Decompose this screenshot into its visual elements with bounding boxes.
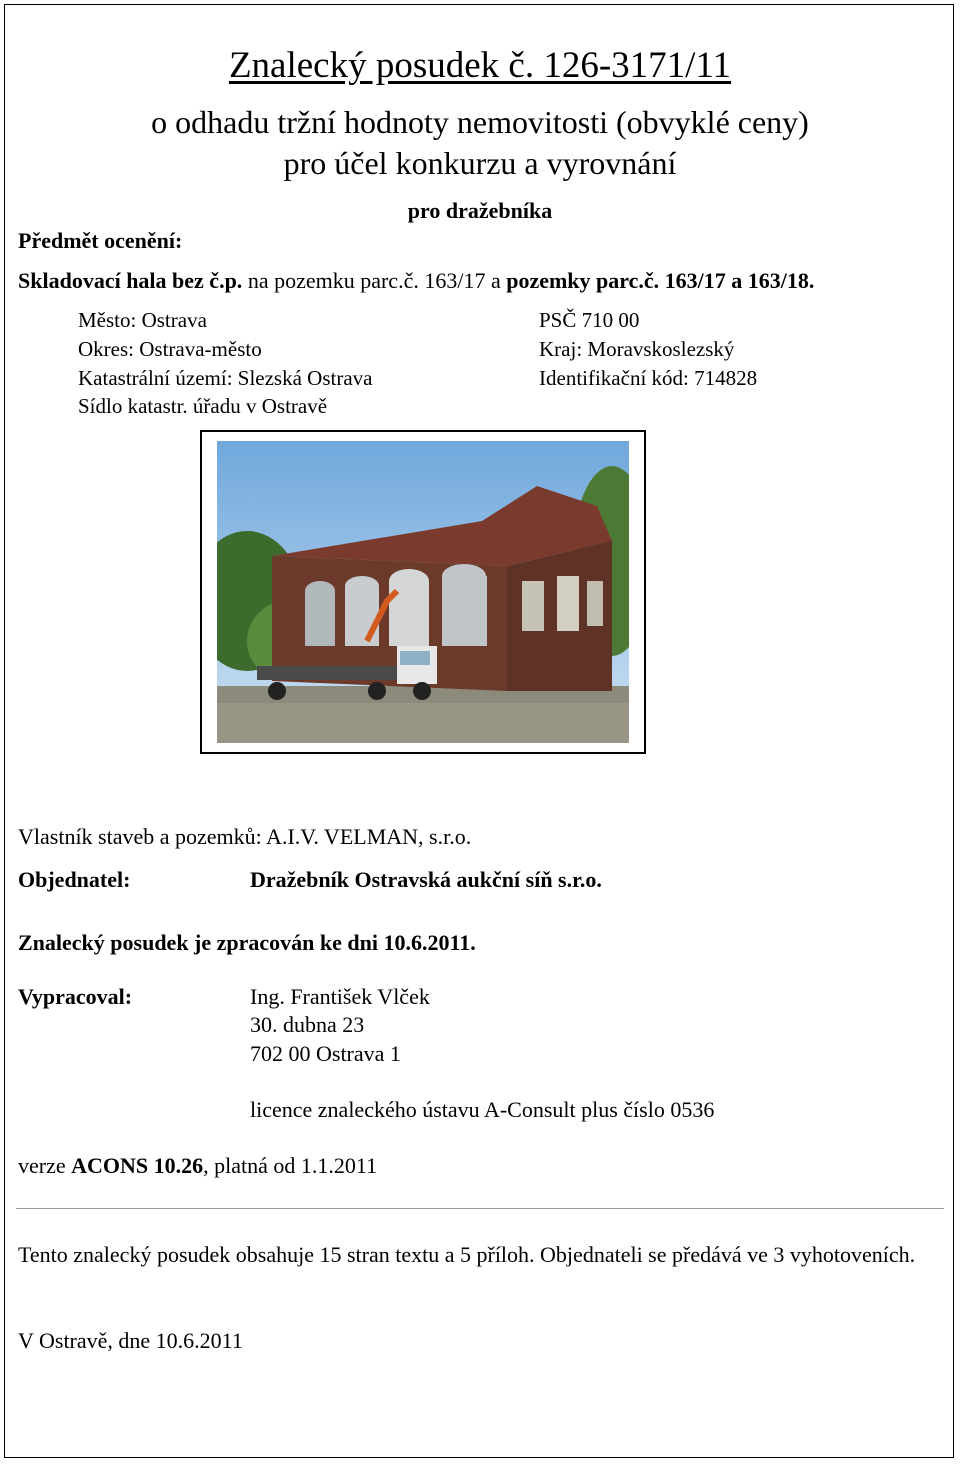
region: Kraj: Moravskoslezský — [539, 337, 735, 361]
author-street: 30. dubna 23 — [250, 1012, 365, 1037]
building-photo — [217, 441, 629, 743]
version-prefix: verze — [18, 1153, 72, 1178]
subject-label: Předmět ocenění: — [18, 228, 183, 253]
postal-code: PSČ 710 00 — [539, 308, 640, 332]
note: Tento znalecký posudek obsahuje 15 stran textu a 5 příloh. Objednateli se předává ve 3 vyhotoveních. — [18, 1242, 916, 1267]
building-photo-frame — [200, 430, 646, 754]
cadastral-area: Katastrální území: Slezská Ostrava — [78, 366, 373, 390]
district: Okres: Ostrava-město — [78, 337, 262, 361]
license: licence znaleckého ústavu A-Consult plus číslo 0536 — [250, 1097, 715, 1122]
subject-plot: na pozemku parc.č. 163/17 a — [242, 268, 507, 293]
city: Město: Ostrava — [78, 308, 207, 332]
place-date: V Ostravě, dne 10.6.2011 — [18, 1328, 243, 1353]
document-title: Znalecký posudek č. 126-3171/11 — [228, 45, 732, 86]
divider — [16, 1208, 944, 1209]
author-city: 702 00 Ostrava 1 — [250, 1041, 401, 1066]
subject-plots: pozemky parc.č. 163/17 a 163/18. — [506, 268, 815, 293]
version-line — [18, 1153, 377, 1179]
for-whom: pro dražebníka — [407, 198, 553, 223]
client: Dražebník Ostravská aukční síň s.r.o. — [250, 867, 602, 892]
id-code: Identifikační kód: 714828 — [539, 366, 758, 390]
subtitle-line-2: pro účel konkurzu a vyrovnání — [283, 145, 677, 181]
subtitle-line-1: o odhadu tržní hodnoty nemovitosti (obvyklé ceny) — [151, 104, 809, 140]
cadastral-office: Sídlo katastr. úřadu v Ostravě — [78, 394, 328, 418]
prepared-on: Znalecký posudek je zpracován ke dni 10.6.2011. — [18, 930, 476, 955]
version-name: ACONS 10.26 — [71, 1153, 204, 1178]
client-label: Objednatel: — [18, 867, 131, 892]
subject-line — [18, 268, 814, 294]
subject-building: Skladovací hala bez č.p. — [18, 268, 243, 293]
owner: Vlastník staveb a pozemků: A.I.V. VELMAN, s.r.o. — [18, 824, 472, 849]
version-suffix: , platná od 1.1.2011 — [203, 1153, 378, 1178]
author-label: Vypracoval: — [18, 984, 133, 1009]
author-name: Ing. František Vlček — [250, 984, 430, 1009]
